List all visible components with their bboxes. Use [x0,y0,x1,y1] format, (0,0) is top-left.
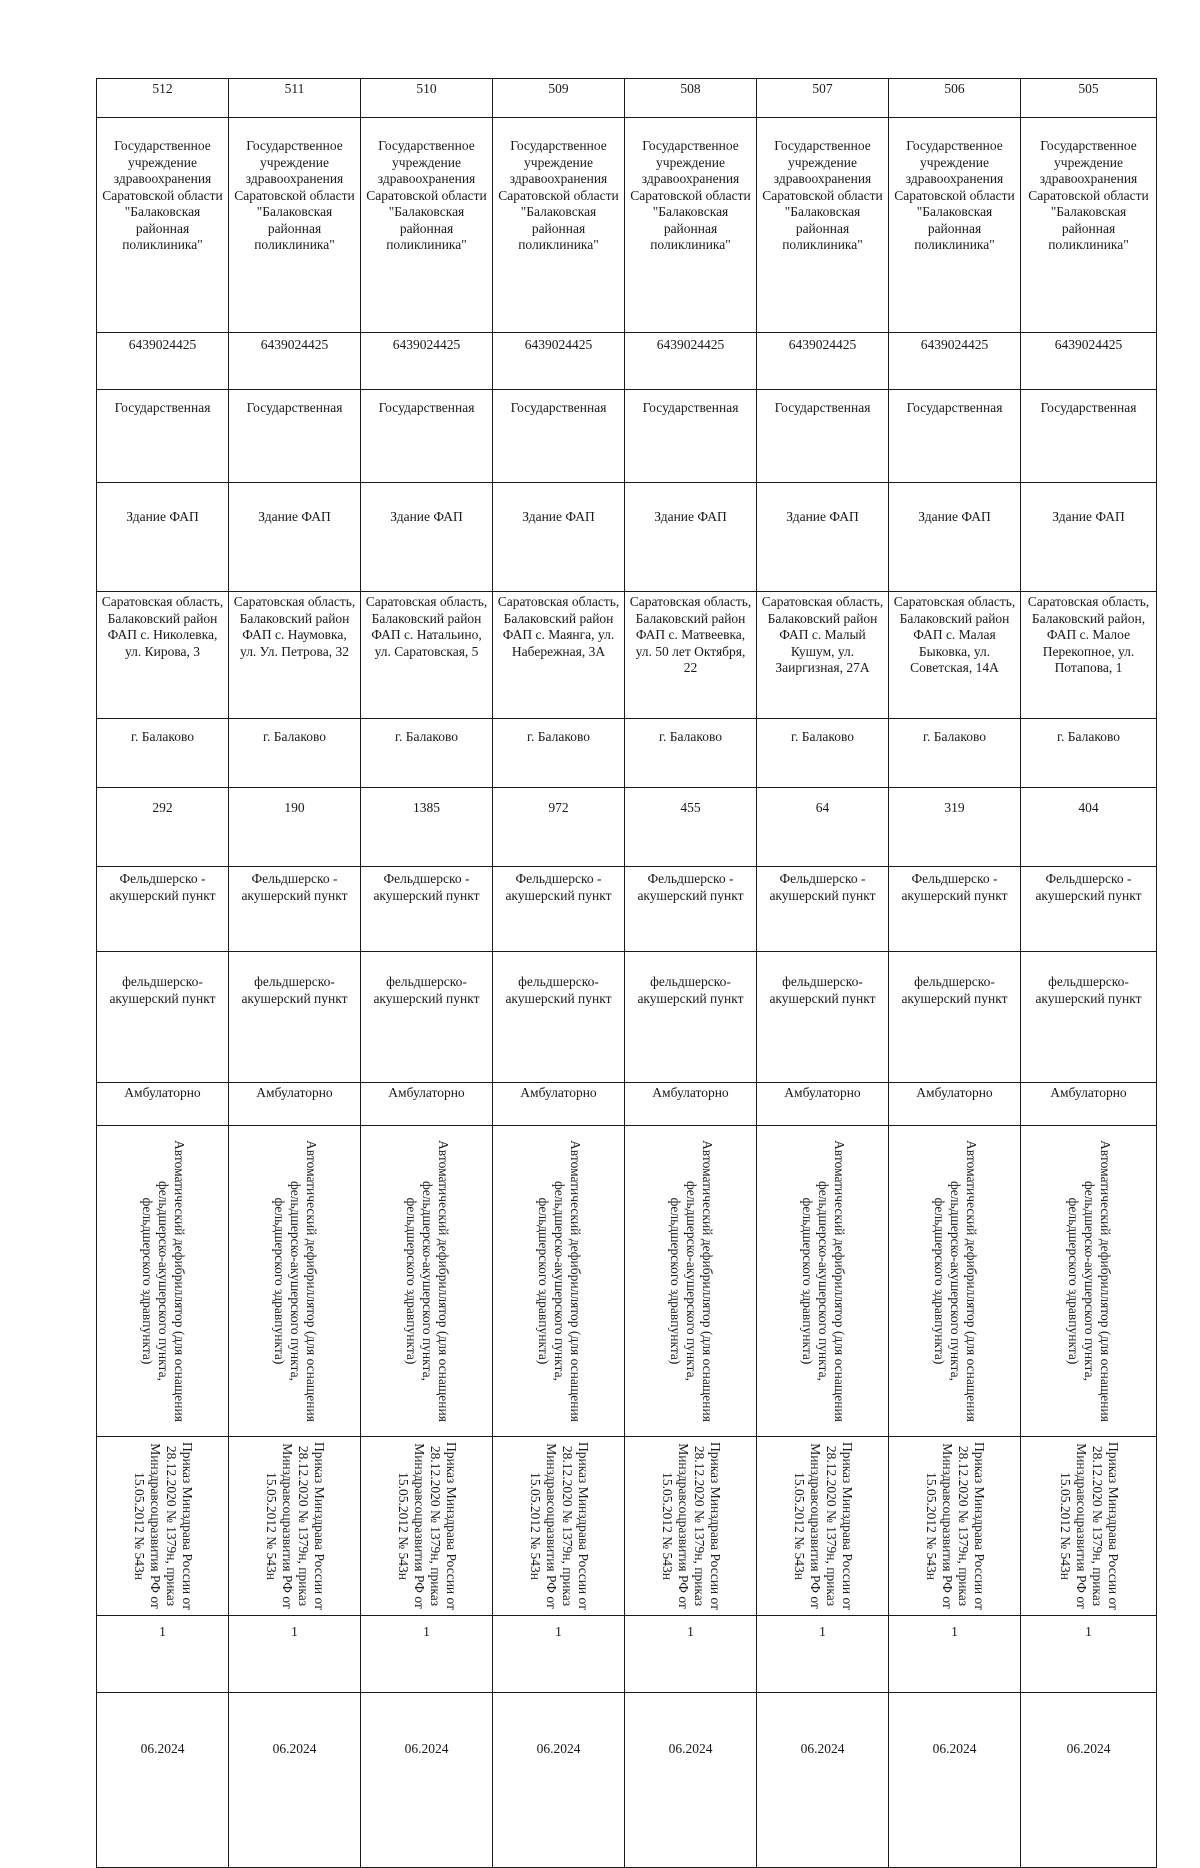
regulation-order-cell-text: Приказ Минздрава России от 28.12.2020 № 1379н, приказ Минздравсоцразвития РФ от 15.05.2012 № 543н [791,1441,855,1611]
population-cell: 64 [757,788,889,867]
building-cell: Здание ФАП [1021,483,1157,592]
equipment-cell [493,1126,625,1437]
ownership-cell: Государственная [361,390,493,483]
building-cell: Здание ФАП [889,483,1021,592]
ownership-cell: Государственная [1021,390,1157,483]
facility-subtype-cell: фельдшерско-акушерский пункт [229,952,361,1083]
care-conditions-cell: Амбулаторно [1021,1083,1157,1126]
regulation-order-cell-text: Приказ Минздрава России от 28.12.2020 № 1379н, приказ Минздравсоцразвития РФ от 15.05.2012 № 543н [263,1441,327,1611]
quantity-cell: 1 [229,1616,361,1693]
regulation-order-cell [1021,1437,1157,1616]
row-number-cell: 510 [361,79,493,118]
organization-cell: Государственное учреждение здравоохранения Саратовской области "Балаковская районная поликлиника" [889,118,1021,333]
equipment-cell [97,1126,229,1437]
inn-cell: 6439024425 [757,333,889,390]
ownership-cell: Государственная [757,390,889,483]
facility-type-cell: Фельдшерско - акушерский пункт [229,867,361,952]
table-row [97,788,1157,867]
facility-subtype-cell: фельдшерско-акушерский пункт [1021,952,1157,1083]
address-cell: Саратовская область, Балаковский район, ФАП с. Малое Перекопное, ул. Потапова, 1 [1021,592,1157,719]
address-cell: Саратовская область, Балаковский район ФАП с. Малая Быковка, ул. Советская, 14А [889,592,1021,719]
facility-type-cell: Фельдшерско - акушерский пункт [889,867,1021,952]
care-conditions-cell: Амбулаторно [97,1083,229,1126]
building-cell: Здание ФАП [625,483,757,592]
facility-subtype-cell: фельдшерско-акушерский пункт [757,952,889,1083]
equipment-cell [757,1126,889,1437]
row-number-cell: 505 [1021,79,1157,118]
date-cell: 06.2024 [229,1693,361,1868]
date-cell: 06.2024 [625,1693,757,1868]
ownership-cell: Государственная [493,390,625,483]
population-cell: 292 [97,788,229,867]
organization-cell: Государственное учреждение здравоохранения Саратовской области "Балаковская районная поликлиника" [97,118,229,333]
care-conditions-cell: Амбулаторно [229,1083,361,1126]
population-cell: 1385 [361,788,493,867]
regulation-order-cell [97,1437,229,1616]
equipment-cell [889,1126,1021,1437]
facility-subtype-cell: фельдшерско-акушерский пункт [625,952,757,1083]
date-cell: 06.2024 [1021,1693,1157,1868]
population-cell: 319 [889,788,1021,867]
regulation-order-cell [889,1437,1021,1616]
equipment-cell-text: Автоматический дефибриллятор (для оснащения фельдшерско-акушерского пункта, фельдшерского здравпункта) [271,1140,319,1422]
table-row [97,1693,1157,1868]
inn-cell: 6439024425 [1021,333,1157,390]
building-cell: Здание ФАП [493,483,625,592]
population-cell: 455 [625,788,757,867]
date-cell: 06.2024 [889,1693,1021,1868]
row-number-cell: 509 [493,79,625,118]
address-cell: Саратовская область, Балаковский район ФАП с. Наумовка, ул. Ул. Петрова, 32 [229,592,361,719]
inn-cell: 6439024425 [229,333,361,390]
quantity-cell: 1 [493,1616,625,1693]
regulation-order-cell [361,1437,493,1616]
care-conditions-cell: Амбулаторно [889,1083,1021,1126]
care-conditions-cell: Амбулаторно [493,1083,625,1126]
table-row [97,79,1157,118]
quantity-cell: 1 [361,1616,493,1693]
city-cell: г. Балаково [493,719,625,788]
regulation-order-cell-text: Приказ Минздрава России от 28.12.2020 № 1379н, приказ Минздравсоцразвития РФ от 15.05.2012 № 543н [131,1441,195,1611]
table-row [97,719,1157,788]
table-row [97,333,1157,390]
row-number-cell: 511 [229,79,361,118]
facility-subtype-cell: фельдшерско-акушерский пункт [889,952,1021,1083]
row-number-cell: 508 [625,79,757,118]
organization-cell: Государственное учреждение здравоохранения Саратовской области "Балаковская районная поликлиника" [625,118,757,333]
table-row [97,390,1157,483]
population-cell: 972 [493,788,625,867]
date-cell: 06.2024 [97,1693,229,1868]
row-number-cell: 512 [97,79,229,118]
regulation-order-cell-text: Приказ Минздрава России от 28.12.2020 № 1379н, приказ Минздравсоцразвития РФ от 15.05.2012 № 543н [395,1441,459,1611]
organization-cell: Государственное учреждение здравоохранения Саратовской области "Балаковская районная поликлиника" [1021,118,1157,333]
regulation-order-cell [493,1437,625,1616]
facility-type-cell: Фельдшерско - акушерский пункт [361,867,493,952]
row-number-cell: 507 [757,79,889,118]
address-cell: Саратовская область, Балаковский район ФАП с. Натальино, ул. Саратовская, 5 [361,592,493,719]
regulation-order-cell [757,1437,889,1616]
facility-type-cell: Фельдшерско - акушерский пункт [97,867,229,952]
address-cell: Саратовская область, Балаковский район ФАП с. Николевка, ул. Кирова, 3 [97,592,229,719]
ownership-cell: Государственная [625,390,757,483]
organization-cell: Государственное учреждение здравоохранения Саратовской области "Балаковская районная поликлиника" [493,118,625,333]
city-cell: г. Балаково [889,719,1021,788]
city-cell: г. Балаково [97,719,229,788]
regulation-order-cell-text: Приказ Минздрава России от 28.12.2020 № 1379н, приказ Минздравсоцразвития РФ от 15.05.2012 № 543н [659,1441,723,1611]
ownership-cell: Государственная [97,390,229,483]
building-cell: Здание ФАП [757,483,889,592]
ownership-cell: Государственная [889,390,1021,483]
care-conditions-cell: Амбулаторно [361,1083,493,1126]
city-cell: г. Балаково [625,719,757,788]
address-cell: Саратовская область, Балаковский район ФАП с. Матвеевка, ул. 50 лет Октября, 22 [625,592,757,719]
table-row [97,952,1157,1083]
facility-type-cell: Фельдшерско - акушерский пункт [625,867,757,952]
facility-subtype-cell: фельдшерско-акушерский пункт [97,952,229,1083]
inn-cell: 6439024425 [889,333,1021,390]
organization-cell: Государственное учреждение здравоохранения Саратовской области "Балаковская районная поликлиника" [361,118,493,333]
date-cell: 06.2024 [361,1693,493,1868]
quantity-cell: 1 [889,1616,1021,1693]
population-cell: 404 [1021,788,1157,867]
regulation-order-cell [229,1437,361,1616]
table-row [97,1083,1157,1126]
building-cell: Здание ФАП [97,483,229,592]
table-row [97,592,1157,719]
facility-type-cell: Фельдшерско - акушерский пункт [757,867,889,952]
equipment-cell-text: Автоматический дефибриллятор (для оснащения фельдшерско-акушерского пункта, фельдшерского здравпункта) [1065,1140,1113,1422]
care-conditions-cell: Амбулаторно [625,1083,757,1126]
table-row [97,867,1157,952]
address-cell: Саратовская область, Балаковский район ФАП с. Малый Кушум, ул. Заиргизная, 27А [757,592,889,719]
organization-cell: Государственное учреждение здравоохранения Саратовской области "Балаковская районная поликлиника" [757,118,889,333]
city-cell: г. Балаково [1021,719,1157,788]
quantity-cell: 1 [625,1616,757,1693]
table-row [97,483,1157,592]
building-cell: Здание ФАП [361,483,493,592]
equipment-cell [625,1126,757,1437]
quantity-cell: 1 [1021,1616,1157,1693]
quantity-cell: 1 [97,1616,229,1693]
date-cell: 06.2024 [493,1693,625,1868]
table-row [97,1616,1157,1693]
regulation-order-cell [625,1437,757,1616]
equipment-cell-text: Автоматический дефибриллятор (для оснащения фельдшерско-акушерского пункта, фельдшерского здравпункта) [799,1140,847,1422]
facility-type-cell: Фельдшерско - акушерский пункт [1021,867,1157,952]
facility-subtype-cell: фельдшерско-акушерский пункт [361,952,493,1083]
care-conditions-cell: Амбулаторно [757,1083,889,1126]
row-number-cell: 506 [889,79,1021,118]
table-row [97,1126,1157,1437]
facility-subtype-cell: фельдшерско-акушерский пункт [493,952,625,1083]
date-cell: 06.2024 [757,1693,889,1868]
equipment-cell-text: Автоматический дефибриллятор (для оснащения фельдшерско-акушерского пункта, фельдшерского здравпункта) [931,1140,979,1422]
equipment-cell-text: Автоматический дефибриллятор (для оснащения фельдшерско-акушерского пункта, фельдшерского здравпункта) [403,1140,451,1422]
table-row [97,1437,1157,1616]
address-cell: Саратовская область, Балаковский район ФАП с. Маянга, ул. Набережная, 3А [493,592,625,719]
regulation-order-cell-text: Приказ Минздрава России от 28.12.2020 № 1379н, приказ Минздравсоцразвития РФ от 15.05.2012 № 543н [527,1441,591,1611]
city-cell: г. Балаково [757,719,889,788]
inn-cell: 6439024425 [625,333,757,390]
inn-cell: 6439024425 [493,333,625,390]
regulation-order-cell-text: Приказ Минздрава России от 28.12.2020 № 1379н, приказ Минздравсоцразвития РФ от 15.05.2012 № 543н [923,1441,987,1611]
population-cell: 190 [229,788,361,867]
inn-cell: 6439024425 [361,333,493,390]
city-cell: г. Балаково [229,719,361,788]
facility-type-cell: Фельдшерско - акушерский пункт [493,867,625,952]
ownership-cell: Государственная [229,390,361,483]
equipment-cell [229,1126,361,1437]
equipment-cell-text: Автоматический дефибриллятор (для оснащения фельдшерско-акушерского пункта, фельдшерского здравпункта) [667,1140,715,1422]
regulation-order-cell-text: Приказ Минздрава России от 28.12.2020 № 1379н, приказ Минздравсоцразвития РФ от 15.05.2012 № 543н [1057,1441,1121,1611]
building-cell: Здание ФАП [229,483,361,592]
inn-cell: 6439024425 [97,333,229,390]
equipment-cell-text: Автоматический дефибриллятор (для оснащения фельдшерско-акушерского пункта, фельдшерского здравпункта) [139,1140,187,1422]
equipment-cell [361,1126,493,1437]
table-row [97,118,1157,333]
equipment-table [96,78,1157,1868]
quantity-cell: 1 [757,1616,889,1693]
organization-cell: Государственное учреждение здравоохранения Саратовской области "Балаковская районная поликлиника" [229,118,361,333]
equipment-cell [1021,1126,1157,1437]
city-cell: г. Балаково [361,719,493,788]
equipment-cell-text: Автоматический дефибриллятор (для оснащения фельдшерско-акушерского пункта, фельдшерского здравпункта) [535,1140,583,1422]
